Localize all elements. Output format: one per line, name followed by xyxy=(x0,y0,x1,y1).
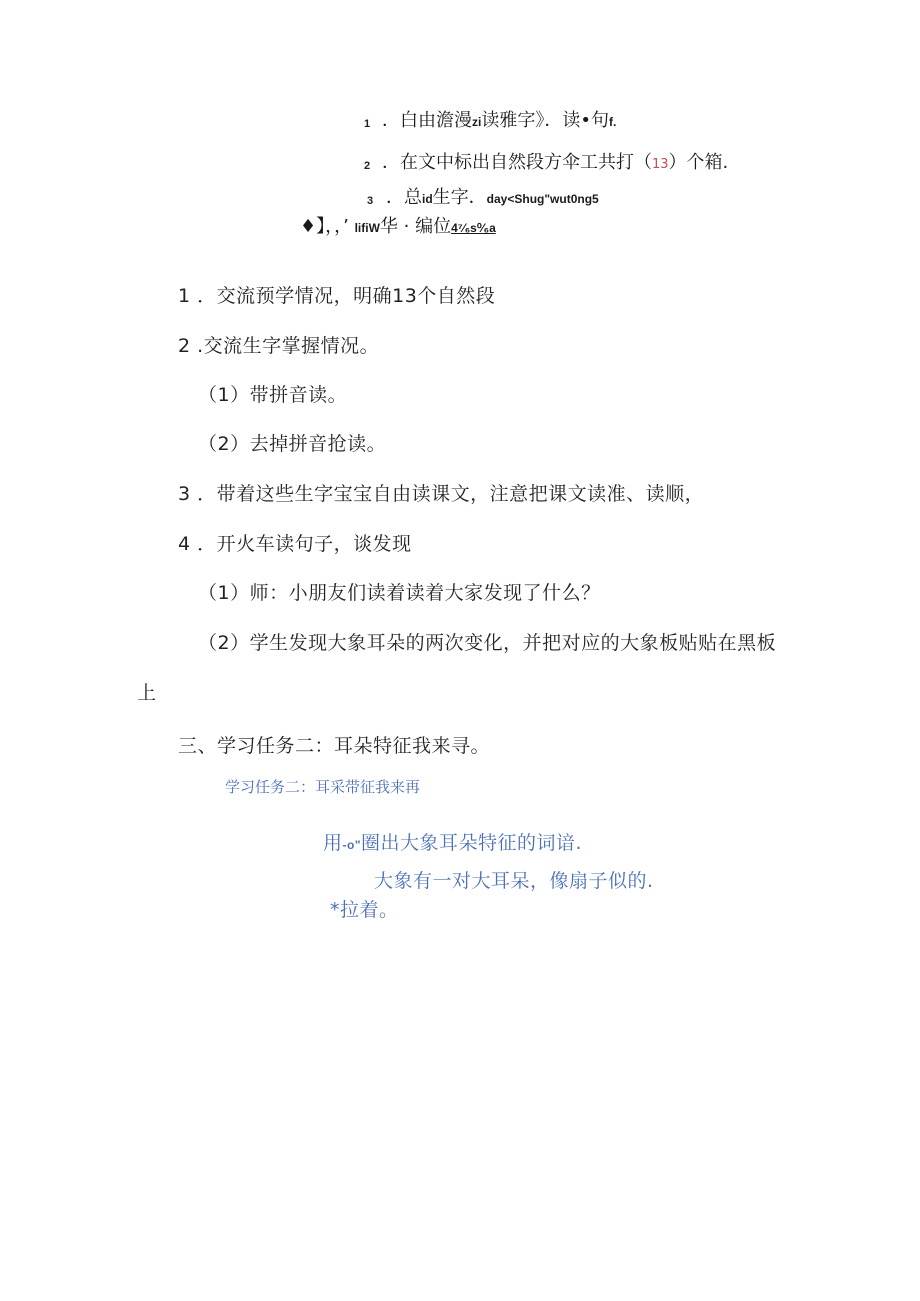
body-line-2: 2 .交流生字掌握情况。 xyxy=(178,335,380,357)
section-heading: 三、学习任务二：耳朵特征我来寻。 xyxy=(178,735,491,757)
body-line-6: 4 ．开火车读句子，谈发现 xyxy=(178,533,412,555)
item-number: 1 xyxy=(364,118,371,130)
top-last-line: ♦】，，’ lifiW华 · 编位4⁷⁄₆s⁰⁄₆a xyxy=(300,216,496,237)
item-text: ．总id生字．day<Shug"wut0ng5 xyxy=(386,187,599,208)
item-number: 2 xyxy=(364,160,371,172)
slide-line-3: *拉着。 xyxy=(330,899,399,921)
body-line-4: （2）去掉拼音抢读。 xyxy=(198,433,387,455)
slide-line-2: 大象有一对大耳呆，像扇子似的. xyxy=(374,870,654,892)
body-line-5: 3 ．带着这些生字宝宝自由读课文，注意把课文读准、读顺， xyxy=(178,483,705,505)
body-line-8: （2）学生发现大象耳朵的两次变化，并把对应的大象板贴贴在黑板 xyxy=(198,632,777,654)
item-number: 3 xyxy=(367,195,374,207)
body-line-7: （1）师：小朋友们读着读着大家发现了什么？ xyxy=(198,582,601,604)
body-line-9: 上 xyxy=(137,682,157,704)
item-text: ．白由澹漫zi读雅字》．读•句f. xyxy=(382,110,617,131)
item-text: ．在文中标出自然段方伞工共打（13）个箱. xyxy=(382,152,729,173)
slide-line-1: 用-o"圈出大象耳朵特征的词谙. xyxy=(323,832,583,854)
slide-heading: 学习任务二：耳采带征我来再 xyxy=(225,778,421,796)
circled-number: 13 xyxy=(652,157,669,172)
body-line-3: （1）带拼音读。 xyxy=(198,384,348,406)
body-line-1: 1 ．交流预学情况，明确13个自然段 xyxy=(178,285,496,307)
